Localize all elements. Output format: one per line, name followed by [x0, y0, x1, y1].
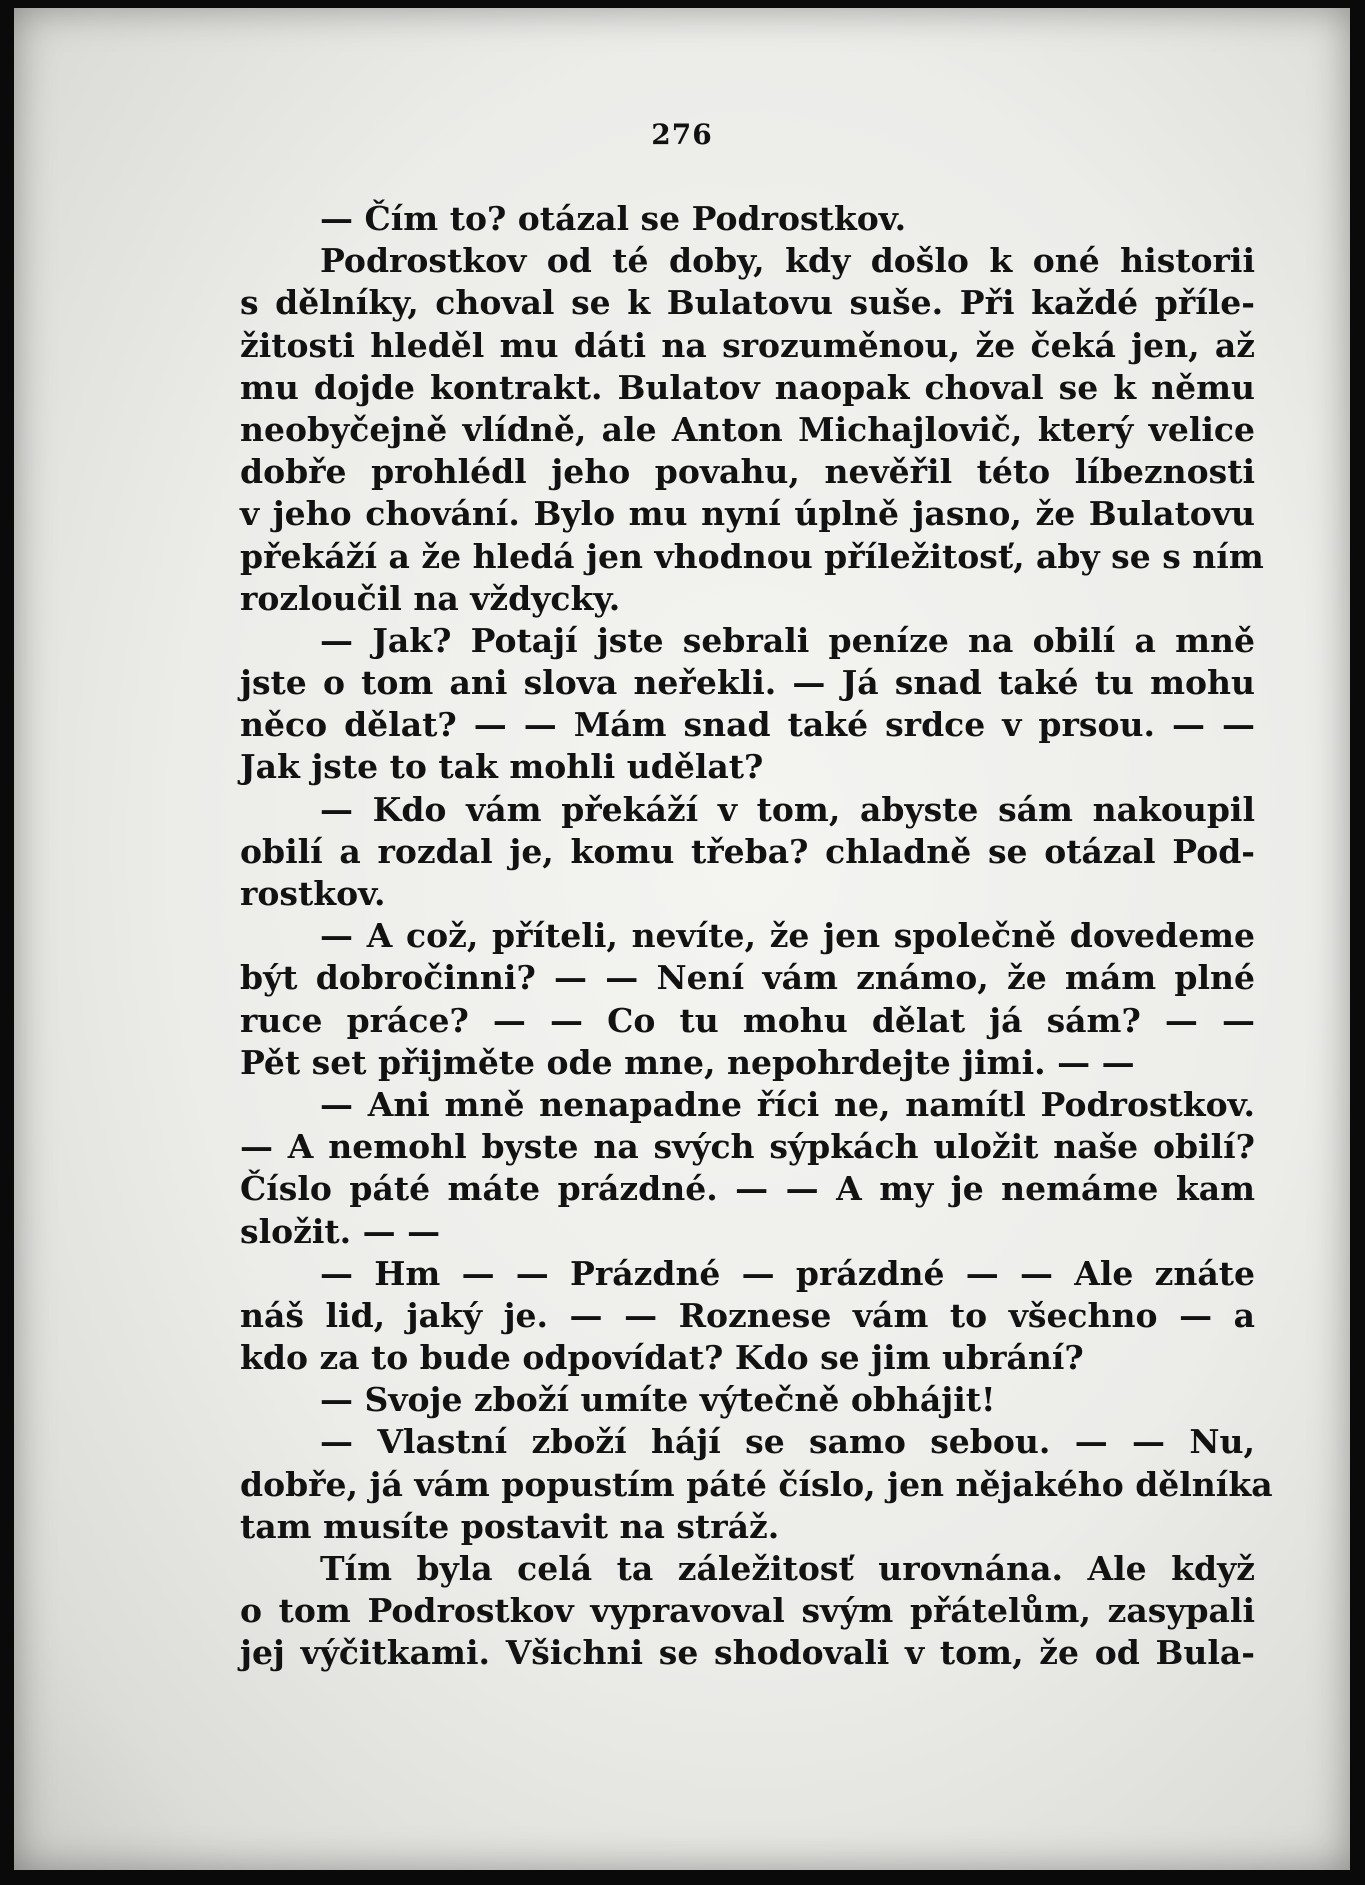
text-line: ruce práce? — — Co tu mohu dělat já sám? — — [240, 1000, 1255, 1040]
text-line: dobře, já vám popustím páté číslo, jen nějakého dělníka [240, 1464, 1273, 1504]
text-line: — Ani mně nenapadne říci ne, namítl Podrostkov. [320, 1084, 1255, 1124]
text-line: jej výčitkami. Všichni se shodovali v tom, že od Bula- [240, 1633, 1255, 1673]
text-line: být dobročinni? — — Není vám známo, že mám plné [240, 958, 1255, 998]
text-line: — Čím to? otázal se Podrostkov. [320, 199, 907, 238]
text-line: tam musíte postavit na stráž. [240, 1506, 780, 1546]
text-line: Podrostkov od té doby, kdy došlo k oné historii [320, 241, 1255, 281]
text-line: náš lid, jaký je. — — Roznese vám to všechno — a [240, 1295, 1255, 1335]
body-text [240, 198, 1273, 1675]
text-line: — Svoje zboží umíte výtečně obhájit! [320, 1380, 996, 1420]
text-line: něco dělat? — — Mám snad také srdce v prsou. — — [240, 705, 1255, 745]
text-line: obilí a rozdal je, komu třeba? chladně se otázal Pod- [240, 831, 1255, 871]
text-line: jste o tom ani slova neřekli. — Já snad také tu mohu [240, 663, 1255, 703]
text-line: neobyčejně vlídně, ale Anton Michajlovič, který velice [240, 409, 1255, 449]
text-line: — Hm — — Prázdné — prázdné — — Ale znáte [320, 1253, 1255, 1293]
text-line: překáží a že hledá jen vhodnou příležitosť, aby se s ním [240, 536, 1264, 576]
text-line: kdo za to bude odpovídat? Kdo se jim ubrání? [240, 1338, 1084, 1378]
text-line: v jeho chování. Bylo mu nyní úplně jasno, že Bulatovu [240, 494, 1255, 534]
text-line: — A což, příteli, nevíte, že jen společně dovedeme [320, 916, 1255, 956]
text-line: rozloučil na vždycky. [240, 578, 621, 618]
text-line: — Vlastní zboží hájí se samo sebou. — — Nu, [320, 1422, 1255, 1462]
text-line: Tím byla celá ta záležitosť urovnána. Ale když [320, 1549, 1255, 1588]
text-line: Jak jste to tak mohli udělat? [240, 747, 764, 787]
text-line: dobře prohlédl jeho povahu, nevěřil této líbeznosti [240, 452, 1255, 492]
text-line: složit. — — [240, 1211, 441, 1251]
text-line: — A nemohl byste na svých sýpkách uložit naše obilí? [240, 1127, 1255, 1167]
text-line: mu dojde kontrakt. Bulatov naopak choval se k němu [240, 367, 1255, 407]
text-line: Pět set přijměte ode mne, nepohrdejte jimi. — — [240, 1042, 1135, 1082]
text-line: — Jak? Potají jste sebrali peníze na obilí a mně [320, 620, 1255, 660]
text-line: Číslo páté máte prázdné. — — A my je nemáme kam [240, 1169, 1255, 1209]
text-line: žitosti hleděl mu dáti na srozuměnou, že čeká jen, až [240, 325, 1255, 365]
book-page [14, 8, 1350, 1870]
page-number: 276 [651, 118, 713, 151]
text-line: rostkov. [240, 874, 386, 913]
text-line: — Kdo vám překáží v tom, abyste sám nakoupil [320, 789, 1255, 829]
text-line: o tom Podrostkov vypravoval svým přátelům, zasypali [240, 1591, 1255, 1631]
text-line: s dělníky, choval se k Bulatovu suše. Při každé příle- [240, 283, 1255, 323]
